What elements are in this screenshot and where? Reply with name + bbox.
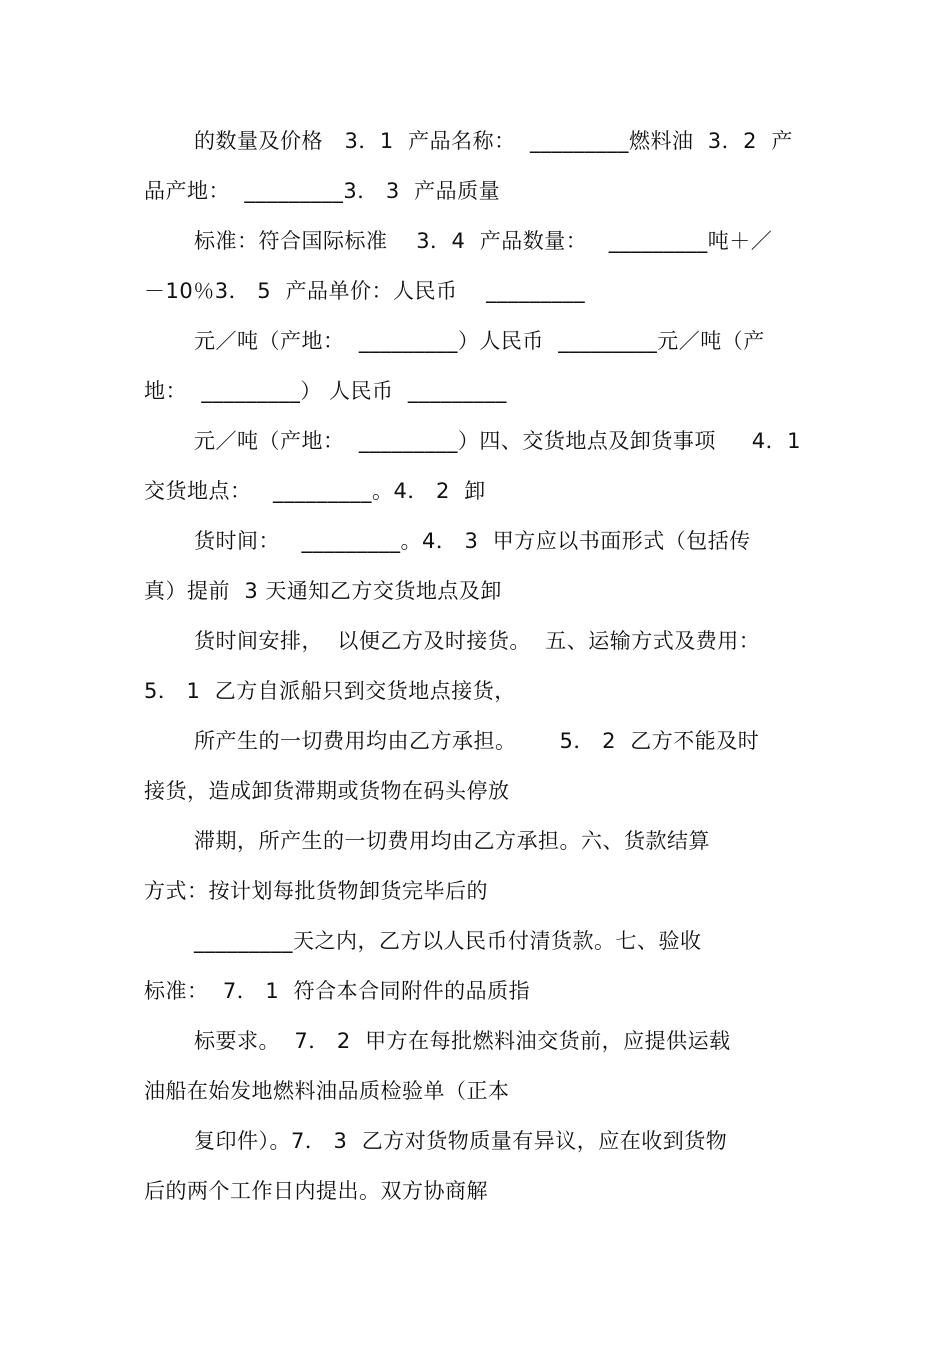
text-line-13: 所产生的一切费用均由乙方承担。 5． 2 乙方不能及时 [194, 729, 760, 753]
text-line-10: 真）提前 3 天通知乙方交货地点及卸 [144, 579, 502, 603]
text-line-20: 油船在始发地燃料油品质检验单（正本 [144, 1079, 510, 1103]
text-line-21: 复印件）。7． 3 乙方对货物质量有异议，应在收到货物 [194, 1129, 728, 1153]
text-line-3: 标准：符合国际标准 3．4 产品数量： _________吨＋／ [194, 229, 773, 253]
text-line-1: 的数量及价格 3．1 产品名称： _________燃料油 3．2 产 [194, 129, 793, 153]
text-line-11: 货时间安排， 以便乙方及时接货。 五、运输方式及费用： [194, 629, 761, 653]
text-line-15: 滞期，所产生的一切费用均由乙方承担。六、货款结算 [194, 829, 710, 853]
text-line-9: 货时间： _________。4． 3 甲方应以书面形式（包括传 [194, 529, 751, 553]
text-line-8: 交货地点： _________。4． 2 卸 [144, 479, 486, 503]
text-line-17: _________天之内，乙方以人民币付清货款。七、验收 [194, 929, 702, 953]
text-line-18: 标准： 7． 1 符合本合同附件的品质指 [144, 979, 531, 1003]
text-line-19: 标要求。 7． 2 甲方在每批燃料油交货前，应提供运载 [194, 1029, 731, 1053]
text-line-2: 品产地： _________3． 3 产品质量 [144, 179, 501, 203]
text-line-12: 5． 1 乙方自派船只到交货地点接货， [144, 679, 516, 703]
text-line-7: 元／吨（产地： _________）四、交货地点及卸货事项 4．1 [194, 429, 801, 453]
text-line-6: 地： _________） 人民币 _________ [144, 379, 507, 403]
text-line-22: 后的两个工作日内提出。双方协商解 [144, 1179, 488, 1203]
text-line-14: 接货，造成卸货滞期或货物在码头停放 [144, 779, 510, 803]
text-line-16: 方式：按计划每批货物卸货完毕后的 [144, 879, 488, 903]
text-line-4: －10％3． 5 产品单价：人民币 _________ [144, 279, 586, 303]
text-line-5: 元／吨（产地： _________）人民币 _________元／吨（产 [194, 329, 765, 353]
